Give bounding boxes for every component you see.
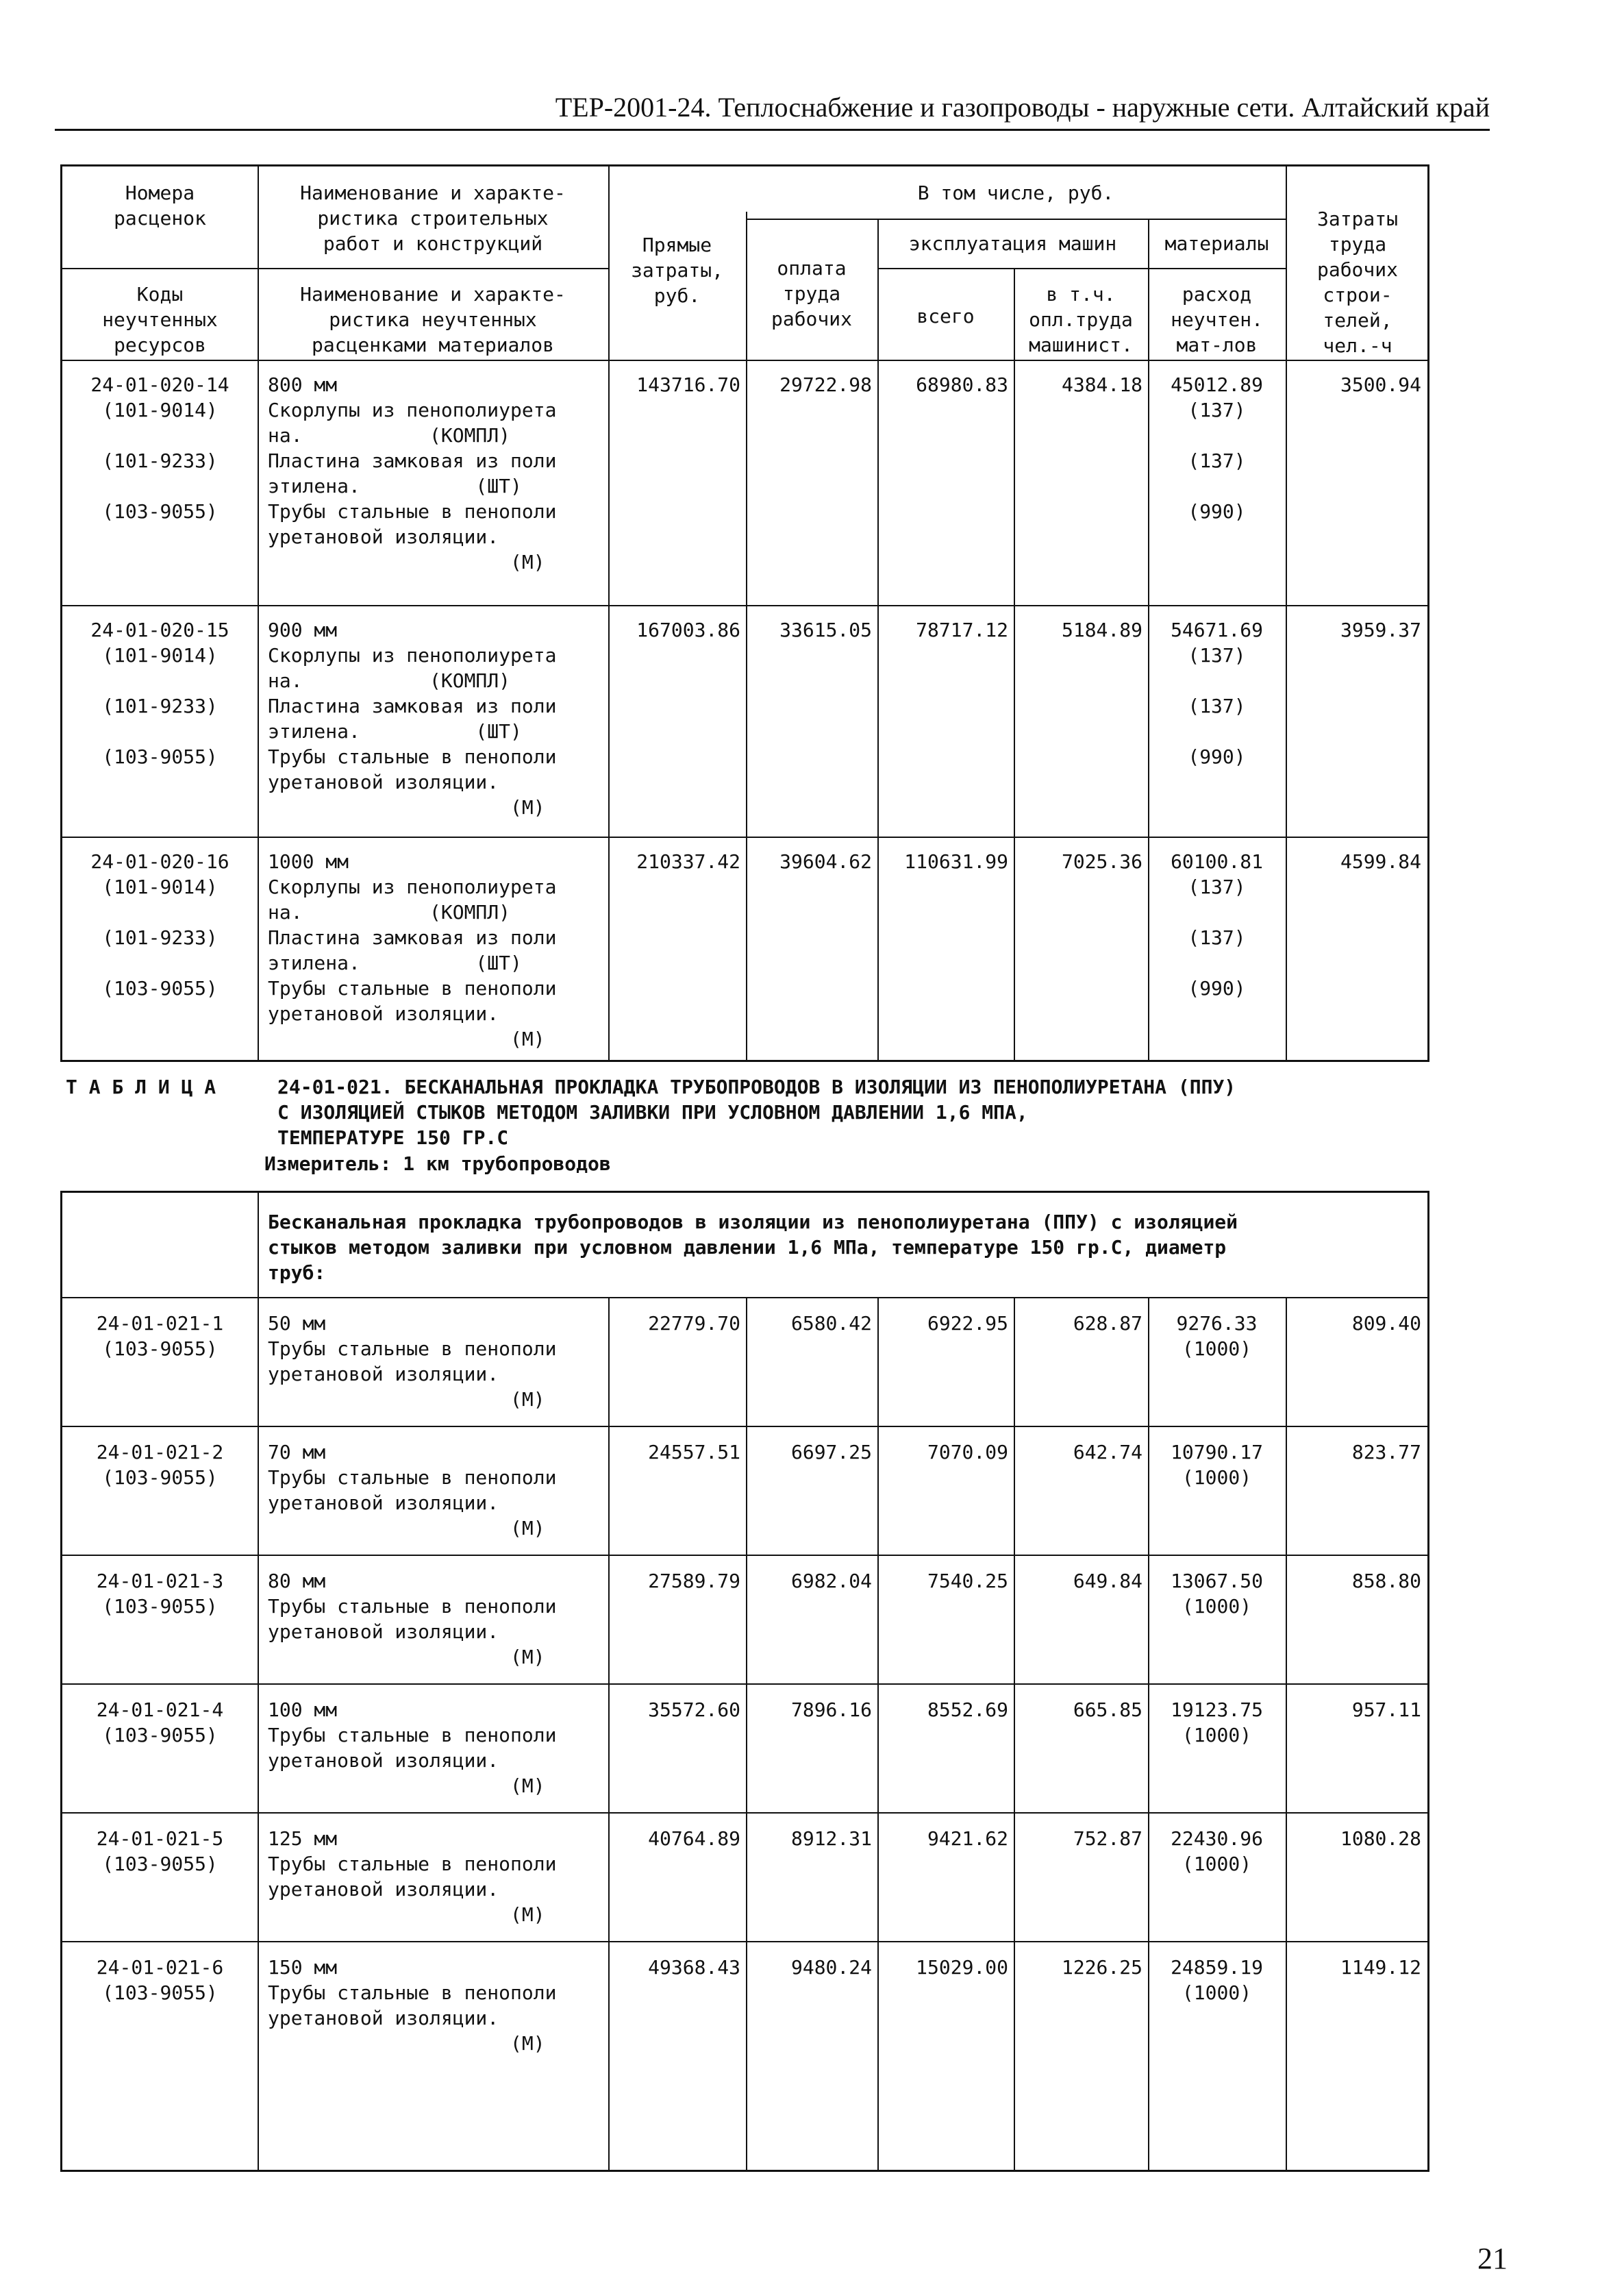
row-materials: 13067.50 (1000) xyxy=(1171,1570,1263,1618)
row-machinist-wage: 7025.36 xyxy=(1061,850,1142,873)
row-direct: 49368.43 xyxy=(648,1956,740,1979)
table-title: 24-01-021. БЕСКАНАЛЬНАЯ ПРОКЛАДКА ТРУБОПРОВОДОВ В ИЗОЛЯЦИИ ИЗ ПЕНОПОЛИУРЕТАНА (ППУ) С ИЗОЛЯЦИЕЙ СТЫКОВ МЕТОДОМ ЗАЛИВКИ ПРИ УСЛОВНОМ ДАВЛЕНИИ 1,6 МПА, ТЕМПЕРАТУРЕ 150 ГР.С xyxy=(277,1076,1236,1149)
row-labor: 858.80 xyxy=(1351,1570,1421,1592)
row-wage: 33615.05 xyxy=(779,619,872,641)
row-names: 70 мм Трубы стальные в пенополи уретановой изоляции. (М) xyxy=(268,1441,557,1539)
header-labor: Затраты труда рабочих строи- телей, чел.-ч xyxy=(1316,208,1398,357)
row-codes: 24-01-020-15 (101-9014) (101-9233) (103-9055) xyxy=(90,619,229,768)
row-materials: 9276.33 (1000) xyxy=(1176,1312,1258,1360)
table-unit: Измеритель: 1 км трубопроводов xyxy=(264,1152,611,1175)
row-wage: 8912.31 xyxy=(790,1827,872,1850)
row-labor: 823.77 xyxy=(1351,1441,1421,1463)
row-names: 50 мм Трубы стальные в пенополи уретановой изоляции. (М) xyxy=(268,1312,557,1411)
header-unaccounted-materials: расход неучтен. мат-лов xyxy=(1171,283,1263,356)
header-including: В том числе, руб. xyxy=(917,182,1114,204)
header-direct-costs: Прямые затраты, руб. xyxy=(631,234,723,307)
header-machines: эксплуатация машин xyxy=(908,232,1117,255)
row-labor: 1080.28 xyxy=(1340,1827,1421,1850)
row-machines-total: 78717.12 xyxy=(916,619,1008,641)
row-machines-total: 9421.62 xyxy=(927,1827,1008,1850)
row-machinist-wage: 642.74 xyxy=(1073,1441,1142,1463)
row-codes: 24-01-021-3 (103-9055) xyxy=(96,1570,224,1618)
row-machinist-wage: 1226.25 xyxy=(1061,1956,1142,1979)
row-labor: 1149.12 xyxy=(1340,1956,1421,1979)
header-material-name: Наименование и характе- ристика неучтенных расценками материалов xyxy=(300,283,566,356)
rates-table-bottom xyxy=(60,1191,1429,2172)
row-wage: 29722.98 xyxy=(779,373,872,396)
header-work-name: Наименование и характе- ристика строительных работ и конструкций xyxy=(300,182,566,255)
row-direct: 22779.70 xyxy=(648,1312,740,1335)
row-machinist-wage: 628.87 xyxy=(1073,1312,1142,1335)
row-names: 800 мм Скорлупы из пенополиурета на. (КОМПЛ) Пластина замковая из поли этилена. (ШТ) Трубы стальные в пенополи уретановой изоляции. (М) xyxy=(268,373,557,573)
row-machines-total: 7540.25 xyxy=(927,1570,1008,1592)
page-number: 21 xyxy=(1477,2242,1508,2275)
row-machines-total: 110631.99 xyxy=(904,850,1008,873)
row-wage: 6580.42 xyxy=(790,1312,872,1335)
row-machinist-wage: 649.84 xyxy=(1073,1570,1142,1592)
row-names: 100 мм Трубы стальные в пенополи уретановой изоляции. (М) xyxy=(268,1698,557,1797)
row-names: 125 мм Трубы стальные в пенополи уретановой изоляции. (М) xyxy=(268,1827,557,1926)
row-names: 1000 мм Скорлупы из пенополиурета на. (КОМПЛ) Пластина замковая из поли этилена. (ШТ) Трубы стальные в пенополи уретановой изоляции. (М) xyxy=(268,850,557,1050)
row-codes: 24-01-021-4 (103-9055) xyxy=(96,1698,224,1746)
row-codes: 24-01-021-1 (103-9055) xyxy=(96,1312,224,1360)
row-codes: 24-01-020-14 (101-9014) (101-9233) (103-9055) xyxy=(90,373,229,523)
row-materials: 22430.96 (1000) xyxy=(1171,1827,1263,1875)
section-heading: Бесканальная прокладка трубопроводов в изоляции из пенополиуретана (ППУ) с изоляцией стыков методом заливки при условном давлении 1,6 МПа, температуре 150 гр.С, диаметр труб: xyxy=(268,1211,1238,1284)
row-codes: 24-01-021-2 (103-9055) xyxy=(96,1441,224,1489)
row-machines-total: 7070.09 xyxy=(927,1441,1008,1463)
row-machinist-wage: 4384.18 xyxy=(1061,373,1142,396)
row-direct: 35572.60 xyxy=(648,1698,740,1721)
row-direct: 143716.70 xyxy=(636,373,740,396)
row-labor: 3959.37 xyxy=(1340,619,1421,641)
row-machines-total: 68980.83 xyxy=(916,373,1008,396)
row-codes: 24-01-021-5 (103-9055) xyxy=(96,1827,224,1875)
row-wage: 39604.62 xyxy=(779,850,872,873)
header-machinist-wages: в т.ч. опл.труда машинист. xyxy=(1029,283,1133,356)
header-resource-codes: Коды неучтенных ресурсов xyxy=(102,283,218,356)
header-wages: оплата труда рабочих xyxy=(771,257,852,330)
row-machines-total: 15029.00 xyxy=(916,1956,1008,1979)
row-codes: 24-01-020-16 (101-9014) (101-9233) (103-9055) xyxy=(90,850,229,1000)
row-materials: 10790.17 (1000) xyxy=(1171,1441,1263,1489)
row-materials: 54671.69 (137) (137) (990) xyxy=(1171,619,1263,768)
row-machines-total: 6922.95 xyxy=(927,1312,1008,1335)
row-labor: 809.40 xyxy=(1351,1312,1421,1335)
row-codes: 24-01-021-6 (103-9055) xyxy=(96,1956,224,2004)
row-names: 900 мм Скорлупы из пенополиурета на. (КОМПЛ) Пластина замковая из поли этилена. (ШТ) Трубы стальные в пенополи уретановой изоляции. (М) xyxy=(268,619,557,819)
row-materials: 24859.19 (1000) xyxy=(1171,1956,1263,2004)
row-materials: 19123.75 (1000) xyxy=(1171,1698,1263,1746)
row-direct: 24557.51 xyxy=(648,1441,740,1463)
row-machines-total: 8552.69 xyxy=(927,1698,1008,1721)
header-materials: материалы xyxy=(1164,232,1269,255)
row-wage: 9480.24 xyxy=(790,1956,872,1979)
rates-table-top xyxy=(60,164,1429,1062)
row-materials: 60100.81 (137) (137) (990) xyxy=(1171,850,1263,1000)
row-wage: 6982.04 xyxy=(790,1570,872,1592)
row-machinist-wage: 665.85 xyxy=(1073,1698,1142,1721)
row-labor: 957.11 xyxy=(1351,1698,1421,1721)
row-machinist-wage: 5184.89 xyxy=(1061,619,1142,641)
row-labor: 3500.94 xyxy=(1340,373,1421,396)
row-names: 80 мм Трубы стальные в пенополи уретановой изоляции. (М) xyxy=(268,1570,557,1668)
row-wage: 6697.25 xyxy=(790,1441,872,1463)
row-wage: 7896.16 xyxy=(790,1698,872,1721)
row-direct: 40764.89 xyxy=(648,1827,740,1850)
running-header xyxy=(55,88,1490,131)
row-direct: 210337.42 xyxy=(636,850,740,873)
row-materials: 45012.89 (137) (137) (990) xyxy=(1171,373,1263,523)
row-machinist-wage: 752.87 xyxy=(1073,1827,1142,1850)
row-labor: 4599.84 xyxy=(1340,850,1421,873)
running-title: ТЕР-2001-24. Теплоснабжение и газопроводы - наружные сети. Алтайский край xyxy=(555,92,1490,123)
row-names: 150 мм Трубы стальные в пенополи уретановой изоляции. (М) xyxy=(268,1956,557,2055)
header-rate-numbers: Номера расценок xyxy=(114,182,206,230)
row-direct: 167003.86 xyxy=(636,619,740,641)
header-machines-total: всего xyxy=(916,305,975,327)
row-direct: 27589.79 xyxy=(648,1570,740,1592)
table-label: Т А Б Л И Ц А xyxy=(66,1076,216,1098)
